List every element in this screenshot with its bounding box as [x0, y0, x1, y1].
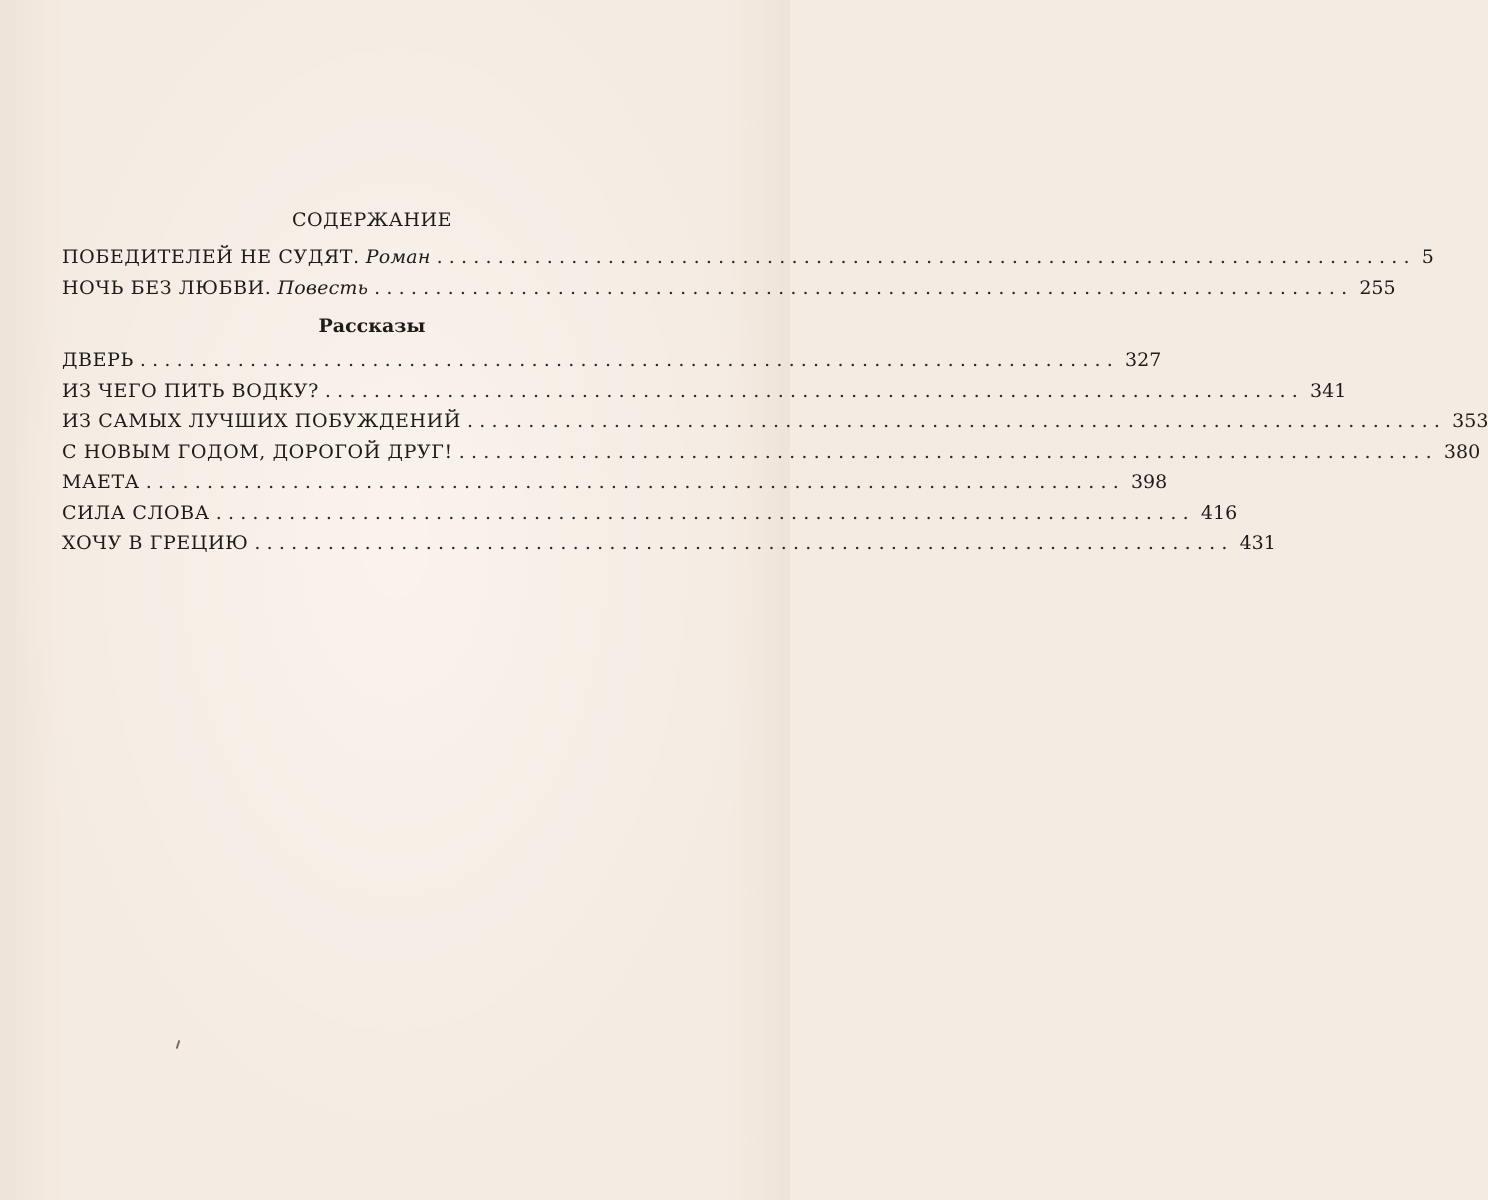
- dot-leader: ................................................................................: [374, 276, 1354, 299]
- entry-title: С НОВЫМ ГОДОМ, ДОРОГОЙ ДРУГ!: [62, 440, 453, 463]
- entry-title: МАЕТА: [62, 471, 140, 493]
- dot-leader: ................................................................................: [467, 410, 1447, 432]
- dot-leader: ................................................................................: [458, 440, 1438, 463]
- toc-entry: [62, 242, 1434, 273]
- dot-leader: ................................................................................: [254, 532, 1234, 554]
- entry-title: НОЧЬ БЕЗ ЛЮБВИ.: [62, 276, 272, 299]
- entry-title: ХОЧУ В ГРЕЦИЮ: [62, 532, 249, 554]
- dot-leader: ................................................................................: [145, 471, 1125, 493]
- entry-genre: Повесть: [277, 276, 369, 299]
- entry-page-number: 380: [1443, 440, 1481, 463]
- toc-heading: СОДЕРЖАНИЕ: [292, 209, 452, 231]
- entry-title: СИЛА СЛОВА: [62, 501, 210, 524]
- entry-page-number: 398: [1130, 471, 1168, 493]
- entry-page-number: 431: [1239, 532, 1276, 554]
- toc-entry: [62, 376, 1347, 407]
- table-of-contents: [62, 206, 1488, 559]
- dot-leader: ................................................................................: [215, 501, 1195, 524]
- entry-title: ДВЕРЬ: [62, 349, 134, 371]
- dot-leader: ................................................................................: [139, 349, 1120, 371]
- toc-entry: [62, 528, 1276, 559]
- toc-entry: [62, 467, 1168, 498]
- toc-entry: [62, 345, 1162, 376]
- toc-entry: [62, 273, 1396, 304]
- entry-page-number: 353: [1452, 410, 1488, 432]
- toc-entry: [62, 498, 1238, 529]
- entry-page-number: 327: [1125, 349, 1162, 371]
- entry-title: ИЗ ЧЕГО ПИТЬ ВОДКУ?: [62, 379, 319, 402]
- entry-genre: Роман: [365, 246, 431, 268]
- dot-leader: ................................................................................: [436, 246, 1416, 268]
- entry-page-number: 416: [1200, 501, 1238, 524]
- entry-title: ИЗ САМЫХ ЛУЧШИХ ПОБУЖДЕНИЙ: [62, 410, 461, 432]
- toc-entry: [62, 437, 1481, 468]
- ink-mark: [176, 1040, 181, 1049]
- entry-page-number: 255: [1359, 276, 1396, 299]
- toc-entry: [62, 406, 1488, 437]
- entry-page-number: 5: [1421, 246, 1434, 268]
- section-heading: Рассказы: [318, 315, 426, 337]
- entry-page-number: 341: [1310, 379, 1347, 402]
- entry-title: ПОБЕДИТЕЛЕЙ НЕ СУДЯТ.: [62, 246, 360, 268]
- dot-leader: ................................................................................: [324, 379, 1305, 402]
